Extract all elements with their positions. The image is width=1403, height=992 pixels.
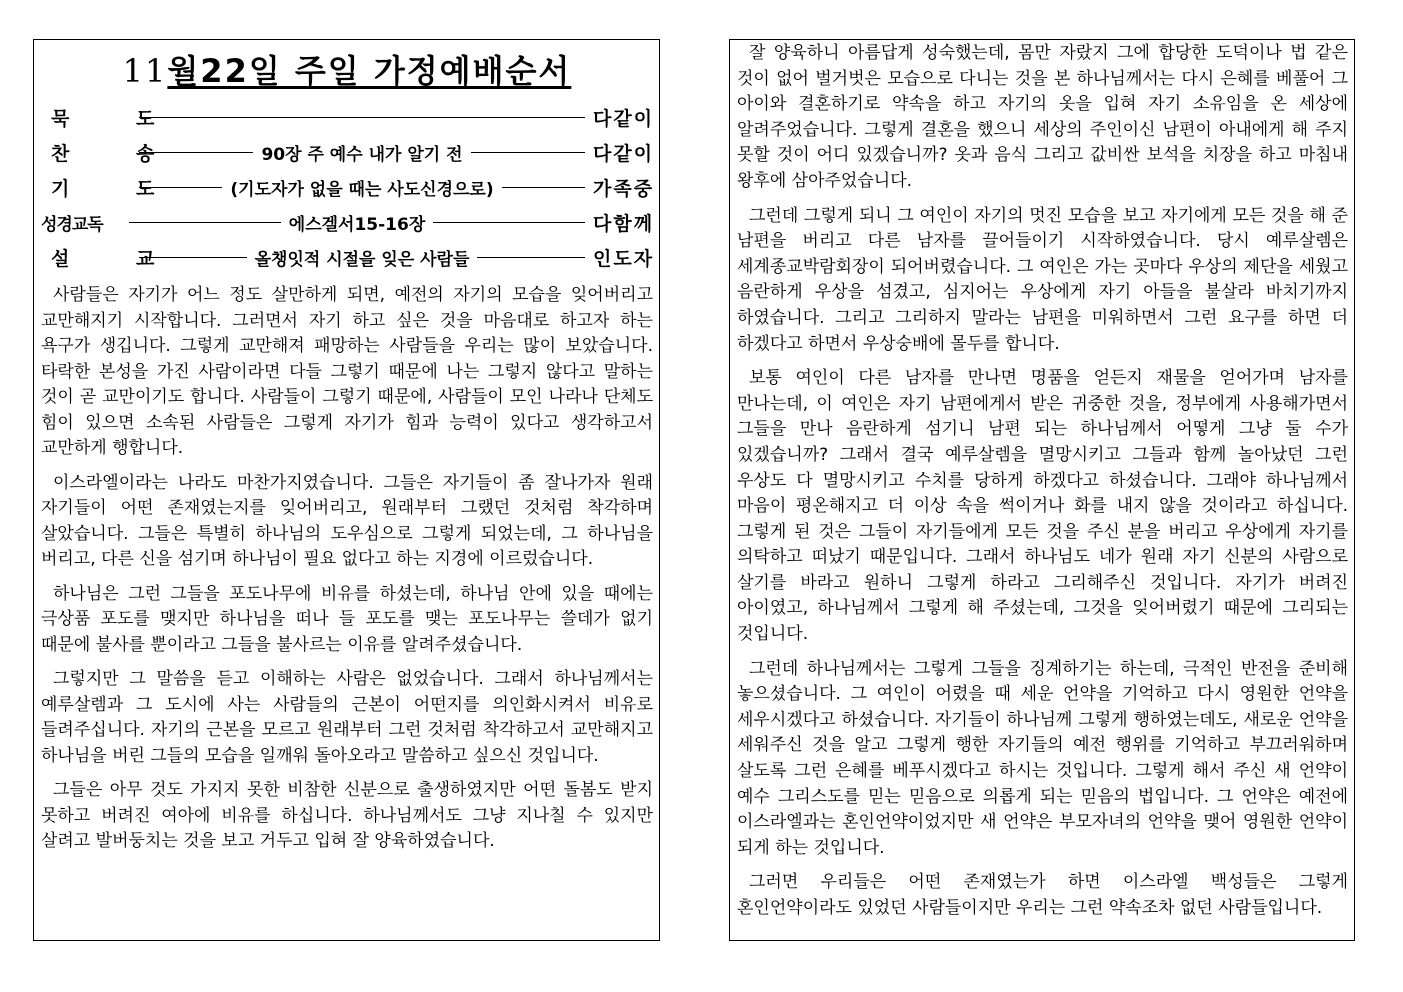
sermon-paragraph: 그렇지만 그 말씀을 듣고 이해하는 사람은 없었습니다. 그래서 하나님께서는 예루살렘과 그 도시에 사는 사람들의 근본이 어떤지를 의인화시켜서 비유로 들려주십니다. 자기의 근본을 모르고 원래부터 그런 것처럼 착각하고서 교만해지고 하나님을 버린 그들의 모습을 일깨워 돌아오라고 말씀하고 싶으신 것입니다.: [41, 669, 653, 766]
sermon-paragraph: 그런데 그렇게 되니 그 여인이 자기의 멋진 모습을 보고 자기에게 모든 것을 해 준 남편을 버리고 다른 남자를 끌어들이기 시작하였습니다. 당시 예루살렘은 세계종교박람회장이 되어버렸습니다. 그 여인은 가는 곳마다 우상의 제단을 세웠고 음란하게 우상을 섬겼고, 심지어는 우상에게 자기 아들을 불살라 바치기까지 하였습니다. 그리고 그리하지 말라는 남편을 미워하면서 그런 요구를 하면 더 하겠다고 하면서 우상숭배에 몰두를 합니다.: [737, 205, 1348, 354]
order-row-scripture: [41, 205, 653, 240]
sermon-paragraph: 사람들은 자기가 어느 정도 살만하게 되면, 예전의 자기의 모습을 잊어버리고 교만해지기 시작합니다. 그러면서 자기 하고 싶은 것을 마음대로 하고자 하는 욕구가 생깁니다. 그렇게 교만해져 패망하는 사람들을 우리는 많이 보았습니다. 타락한 본성을 가진 사람이라면 다들 그렇기 때문에 나는 그렇지 않다고 말하는 것이 곧 교만이기도 합니다. 사람들이 그렇기 때문에, 사람들이 모인 나라나 단체도 힘이 있으면 소속된 사람들은 그렇게 자기가 힘과 능력이 있다고 생각하고서 교만하게 행합니다.: [41, 285, 653, 458]
order-who: 다같이: [593, 108, 655, 130]
order-leader-line: [433, 222, 585, 223]
title-date-number: 11: [122, 52, 168, 90]
sermon-paragraph: 이스라엘이라는 나라도 마찬가지였습니다. 그들은 자기들이 좀 잘나가자 원래 자기들이 어떤 존재였는지를 잊어버리고, 원래부터 그랬던 것처럼 착각하며 살았습니다. 그들은 특별히 하나님의 도우심으로 그렇게 되었는데, 그 하나님을 버리고, 다른 신을 섬기며 하나님이 필요 없다고 하는 지경에 이르렀습니다.: [41, 472, 653, 569]
order-content: (기도자가 없을 때는 사도신경으로): [230, 180, 494, 200]
order-who: 가족중: [593, 178, 655, 200]
order-leader-line: [477, 257, 585, 258]
order-leader-line: [471, 152, 585, 153]
sermon-paragraph: 보통 여인이 다른 남자를 만나면 명품을 얻든지 재물을 얻어가며 남자를 만나는데, 이 여인은 자기 남편에게서 받은 귀중한 것을, 정부에게 사용해가면서 그들을 만나 음란하게 섬기니 남편 되는 하나님께서 어떻게 그냥 둘 수가 있겠습니까? 그래서 결국 예루살렘을 멸망시키고 그들과 함께 놀아났던 그런 우상도 다 멸망시키고 수치를 당하게 하겠다고 하셨습니다. 그래야 하나님께서 마음이 평온해지고 더 이상 속을 썩이거나 화를 내지 않을 것이라고 하십니다. 그렇게 된 것은 그들이 자기들에게 모든 것을 주신 분을 버리고 우상에게 자기를 의탁하고 떠났기 때문입니다. 그래서 하나님도 네가 원래 자기 신분의 사람으로 살기를 바라고 원하니 그렇게 하라고 그리해주신 것입니다. 자기가 버려진 아이였고, 하나님께서 그렇게 해 주셨는데, 그것을 잊어버렸기 때문에 그리되는 것입니다.: [737, 368, 1348, 645]
order-who: 다함께: [593, 213, 655, 235]
order-label: 기 도: [51, 178, 185, 200]
order-row-hymn: [41, 135, 653, 170]
order-leader-line: [129, 222, 281, 223]
order-who: 다같이: [593, 143, 655, 165]
sermon-paragraph: 잘 양육하니 아름답게 성숙했는데, 몸만 자랐지 그에 합당한 도덕이나 법 같은 것이 없어 벌거벗은 모습으로 다니는 것을 본 하나님께서는 다시 은혜를 베풀어 그 아이와 결혼하기로 약속을 하고 자기의 옷을 입혀 자기 소유임을 온 세상에 알려주었습니다. 그렇게 결혼을 했으니 세상의 주인이신 남편이 아내에게 해 주지 못할 것이 어디 있겠습니까? 옷과 음식 그리고 값비싼 보석을 치장을 하고 마침내 왕후에 삼아주었습니다.: [737, 43, 1348, 191]
order-label: 성경교독: [41, 215, 103, 235]
right-page: [729, 39, 1355, 941]
order-who: 인도자: [593, 248, 655, 270]
page-title: [41, 46, 653, 96]
order-leader-line: [139, 257, 247, 258]
order-label: 찬 송: [51, 143, 185, 165]
sermon-paragraph: 하나님은 그런 그들을 포도나무에 비유를 하셨는데, 하나님 안에 있을 때에는 극상품 포도를 맺지만 하나님을 떠나 들 포도를 맺는 포도나무는 쓸데가 없기 때문에 불사를 뿐이라고 그들을 불사르는 이유를 알려주셨습니다.: [41, 583, 653, 655]
sermon-paragraph: 그러면 우리들은 어떤 존재였는가 하면 이스라엘 백성들은 그렇게 혼인언약이라도 있었던 사람들이지만 우리는 그런 약속조차 없던 사람들입니다.: [737, 872, 1348, 918]
order-leader-line: [139, 117, 585, 118]
sermon-paragraph: 그들은 아무 것도 가지지 못한 비참한 신분으로 출생하였지만 어떤 돌봄도 받지 못하고 버려진 여아에 비유를 하십니다. 하나님께서도 그냥 지나칠 수 있지만 살려고 발버둥치는 것을 보고 거두고 입혀 잘 양육하였습니다.: [41, 780, 653, 851]
order-content: 에스겔서15-16장: [288, 215, 426, 235]
left-page: [33, 39, 660, 941]
title-text: 월22일 주일 가정예배순서: [167, 52, 572, 90]
order-row-silent-prayer: [41, 100, 653, 135]
order-leader-line: [502, 187, 585, 188]
worship-order: [41, 100, 653, 275]
order-content: 올챙잇적 시절을 잊은 사람들: [254, 250, 470, 270]
order-leader-line: [139, 152, 253, 153]
order-row-sermon: [41, 240, 653, 275]
order-label: 묵 도: [51, 108, 185, 130]
order-label: 설 교: [51, 248, 185, 270]
sermon-paragraph: 그런데 하나님께서는 그렇게 그들을 징계하기는 하는데, 극적인 반전을 준비해 놓으셨습니다. 그 여인이 어렸을 때 세운 언약을 기억하고 다시 영원한 언약을 세우시겠다고 하셨습니다. 자기들이 하나님께 그렇게 행하였는데도, 새로운 언약을 세워주신 것을 알고 그렇게 행한 자기들의 예전 행위를 기억하고 부끄러워하며 살도록 그런 은혜를 베푸시겠다고 하시는 것입니다. 그렇게 해서 주신 새 언약이 예수 그리스도를 믿는 믿음으로 의롭게 되는 믿음의 법입니다. 그 언약은 예전에 이스라엘과는 혼인언약이었지만 새 언약은 부모자녀의 언약을 맺어 영원한 언약이 되게 하는 것입니다.: [737, 658, 1348, 858]
order-leader-line: [139, 187, 222, 188]
order-content: 90장 주 예수 내가 알기 전: [261, 145, 463, 165]
order-row-prayer: [41, 170, 653, 205]
